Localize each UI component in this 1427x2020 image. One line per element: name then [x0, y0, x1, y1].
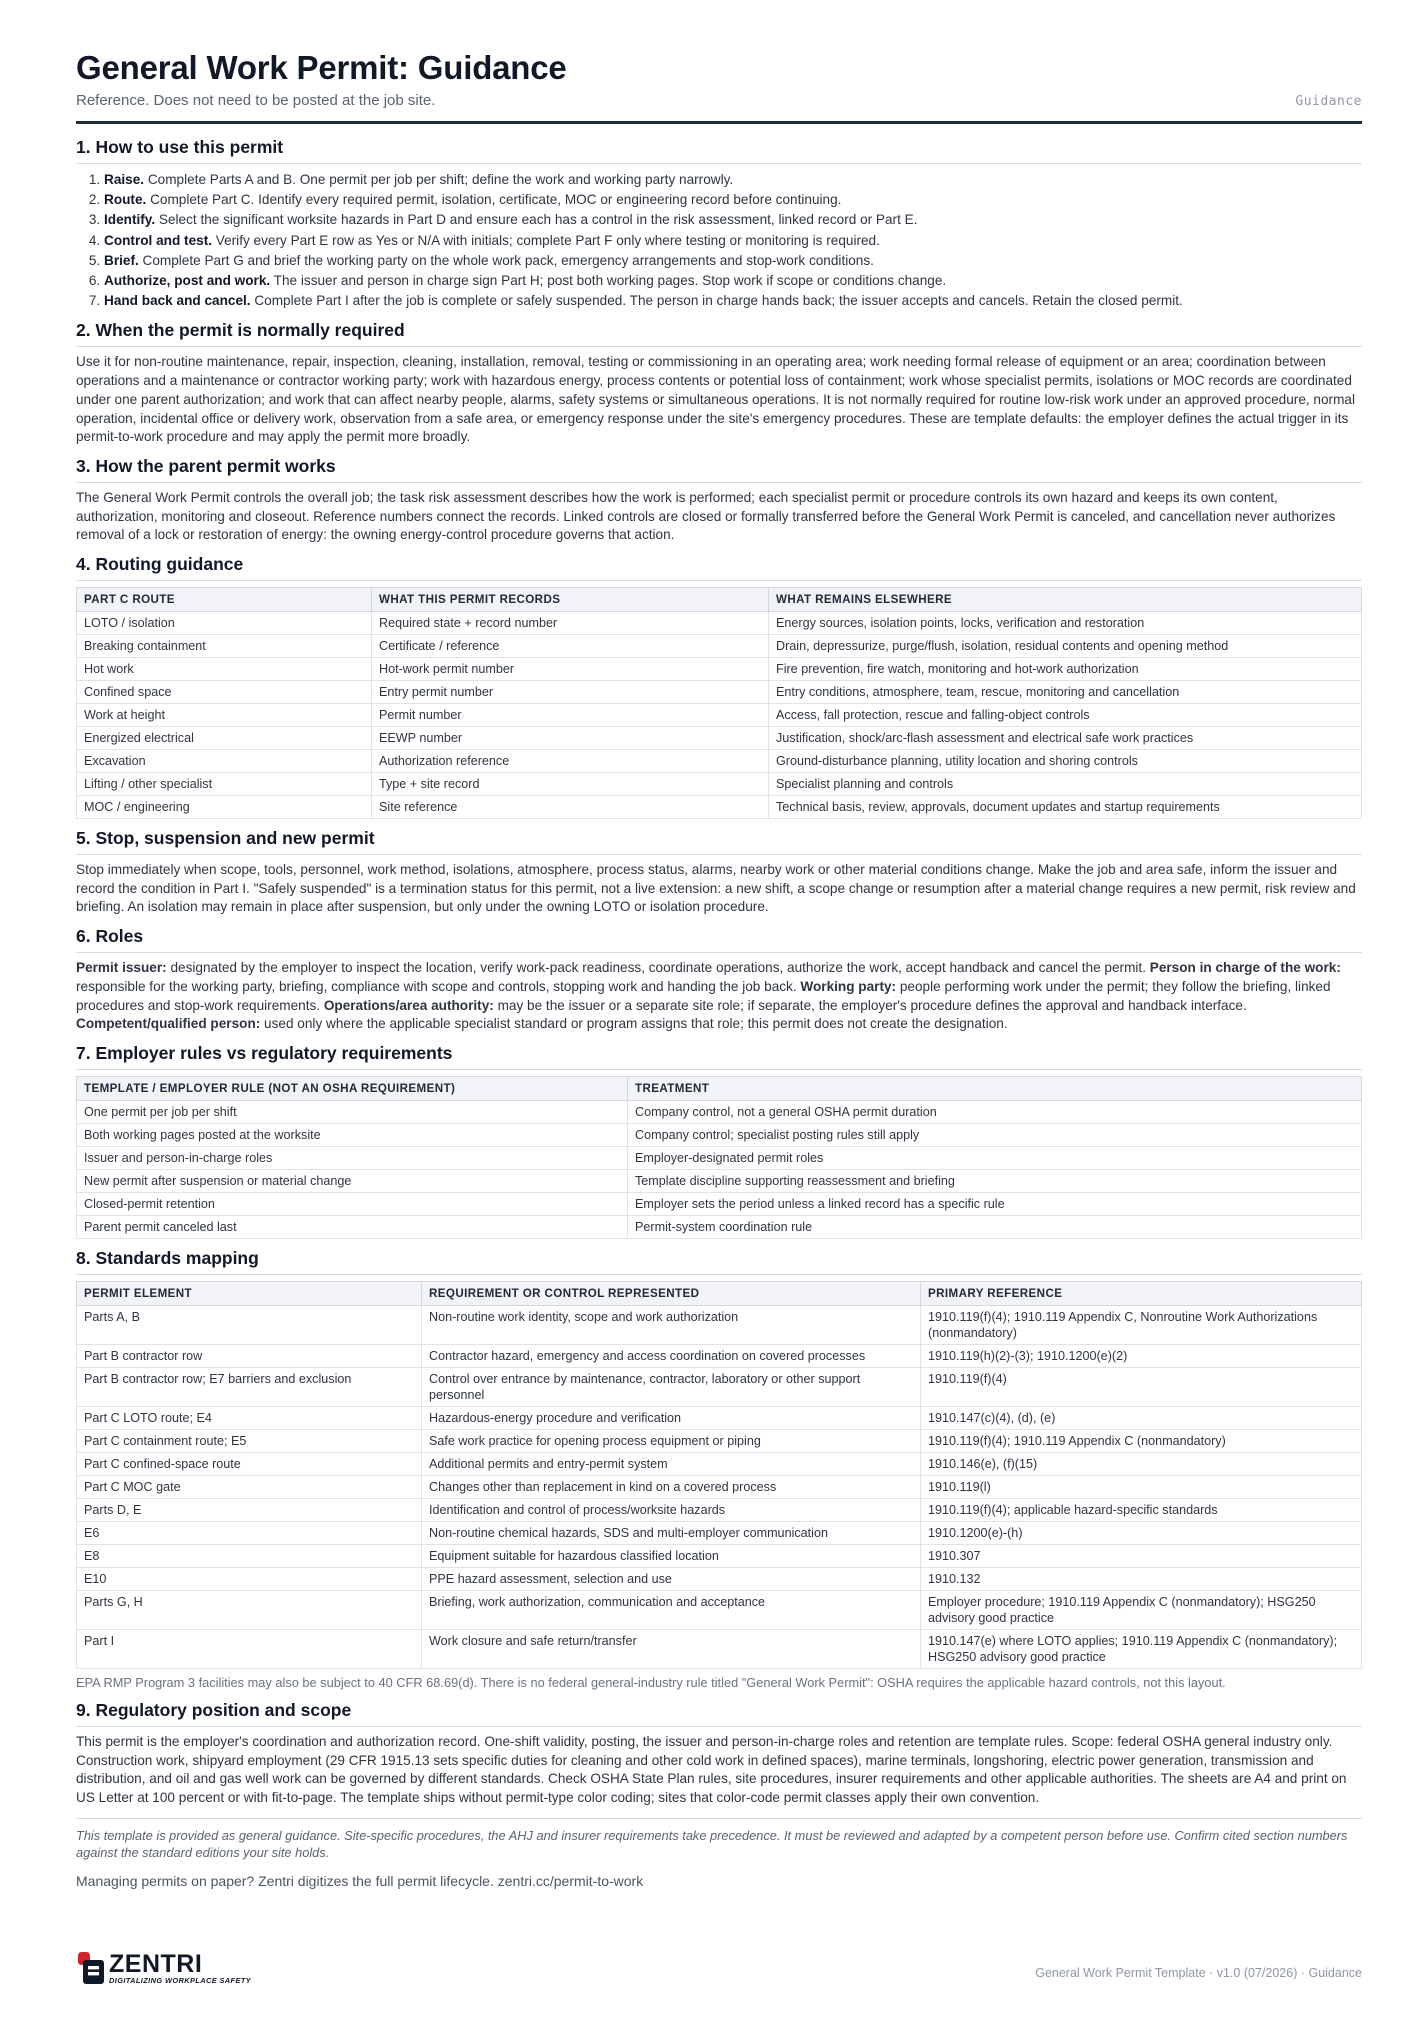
table-cell: Safe work practice for opening process equipment or piping: [422, 1429, 921, 1452]
table-cell: Non-routine work identity, scope and work authorization: [422, 1305, 921, 1344]
standards-note: EPA RMP Program 3 facilities may also be subject to 40 CFR 68.69(d). There is no federal general-industry rule titled "General Work Permit": OSHA requires the applicable hazard controls, not this layout.: [76, 1674, 1226, 1690]
table-row: [77, 658, 1362, 681]
standards-table: [76, 1281, 1362, 1669]
section-heading: 3. How the parent permit works: [76, 455, 1362, 483]
section-heading: 7. Employer rules vs regulatory requirements: [76, 1042, 1362, 1070]
table-cell: Breaking containment: [77, 635, 372, 658]
table-cell: Energy sources, isolation points, locks, verification and restoration: [769, 612, 1362, 635]
table-cell: Specialist planning and controls: [769, 773, 1362, 796]
table-row: [77, 1544, 1362, 1567]
table-row: [77, 1452, 1362, 1475]
table-cell: Control over entrance by maintenance, contractor, laboratory or other support personnel: [422, 1367, 921, 1406]
table-cell: Issuer and person-in-charge roles: [77, 1146, 628, 1169]
table-row: [77, 1169, 1362, 1192]
table-row: [77, 1590, 1362, 1629]
list-item: [104, 170, 1362, 190]
column-header: PRIMARY REFERENCE: [921, 1281, 1362, 1305]
table-cell: Parent permit canceled last: [77, 1215, 628, 1238]
table-row: [77, 1406, 1362, 1429]
table-cell: EEWP number: [372, 727, 769, 750]
table-cell: Permit number: [372, 704, 769, 727]
role-description: designated by the employer to inspect the location, verify work-pack readiness, coordinate operations, authorize the work, accept handback and cancel the permit.: [166, 960, 1150, 976]
table-cell: Entry permit number: [372, 681, 769, 704]
table-cell: Excavation: [77, 750, 372, 773]
step-lead: Route.: [104, 192, 147, 208]
section-routing-guidance: [76, 553, 1362, 819]
list-item: [104, 271, 1362, 291]
table-header-row: [77, 1281, 1362, 1305]
column-header: PERMIT ELEMENT: [77, 1281, 422, 1305]
column-header: TREATMENT: [628, 1076, 1362, 1100]
table-cell: Hot work: [77, 658, 372, 681]
table-cell: Closed-permit retention: [77, 1192, 628, 1215]
table-row: [77, 1123, 1362, 1146]
table-cell: Part B contractor row; E7 barriers and exclusion: [77, 1367, 422, 1406]
table-cell: Site reference: [372, 796, 769, 819]
table-cell: Part C containment route; E5: [77, 1429, 422, 1452]
table-cell: Parts G, H: [77, 1590, 422, 1629]
section-heading: 8. Standards mapping: [76, 1247, 1362, 1275]
table-cell: Contractor hazard, emergency and access coordination on covered processes: [422, 1344, 921, 1367]
table-row: [77, 635, 1362, 658]
list-item: [104, 190, 1362, 210]
table-cell: 1910.119(f)(4); 1910.119 Appendix C (nonmandatory): [921, 1429, 1362, 1452]
section-paragraph: The General Work Permit controls the overall job; the task risk assessment describes how the work is performed; each specialist permit or procedure controls its own hazard and keeps its own content, authorization, monitoring and closeout. Reference numbers connect the records. Linked controls are closed or formally transferred before the General Work Permit is canceled, and cancellation never authorizes removal of a lock or restoration of energy: the owning energy-control procedure governs that action.: [76, 489, 1336, 543]
table-cell: Authorization reference: [372, 750, 769, 773]
section-paragraph: Stop immediately when scope, tools, personnel, work method, isolations, atmosphere, process status, alarms, nearby work or other material conditions change. Make the job and area safe, inform the issuer and record the condition in Part I. "Safely suspended" is a termination status for this permit, not a live extension: a new shift, a scope change or resumption after a material change requires a new permit, risk review and briefing. An isolation may remain in place after suspension, but only under the owning LOTO or isolation procedure.: [76, 862, 1356, 915]
role-description: used only where the applicable specialist standard or program assigns that role; this permit does not create the designation.: [260, 1016, 1008, 1032]
table-header-row: [77, 1076, 1362, 1100]
table-cell: Part C MOC gate: [77, 1475, 422, 1498]
table-cell: PPE hazard assessment, selection and use: [422, 1567, 921, 1590]
role-description: may be the issuer or a separate site role; if separate, the employer's procedure defines the approval and handback interface.: [493, 997, 1247, 1013]
zentri-logo: [76, 1950, 251, 1986]
page-footer: [76, 1950, 1362, 1986]
section-paragraph: Use it for non-routine maintenance, repair, inspection, cleaning, installation, removal, testing or commissioning in an operating area; work needing formal release of equipment or an area; coordination between operations and a maintenance or contractor working party; work with hazardous energy, process contents or potential loss of containment; work whose specialist permits, isolations or MOC records are coordinated under one parent authorization; and work that can affect nearby people, alarms, safety systems or simultaneous operations. It is not normally required for routine low-risk work under an approved procedure, normal operation, incidental office or delivery work, observation from a safe area, or emergency response under the site's emergency procedures. These are template defaults: the employer defines the actual trigger in its permit-to-work procedure and may apply the permit more broadly.: [76, 354, 1355, 445]
table-cell: Template discipline supporting reassessment and briefing: [628, 1169, 1362, 1192]
role-name: Permit issuer:: [76, 960, 167, 976]
subtitle-row: [76, 92, 1362, 109]
section-heading: 4. Routing guidance: [76, 553, 1362, 581]
table-cell: Energized electrical: [77, 727, 372, 750]
table-row: [77, 1215, 1362, 1238]
section-heading: 2. When the permit is normally required: [76, 319, 1362, 347]
role-description: people performing work under the permit; they follow the briefing, linked procedures and stop-work requirements.: [76, 978, 1331, 1013]
table-row: [77, 1429, 1362, 1452]
list-item: [104, 210, 1362, 230]
steps-list: [76, 170, 1362, 311]
step-text: Complete Part G and brief the working party on the whole work pack, emergency arrangements and stop-work conditions.: [138, 252, 874, 268]
document-type-tag: Guidance: [1295, 94, 1362, 109]
step-text: Verify every Part E row as Yes or N/A with initials; complete Part F only where testing or monitoring is required.: [212, 232, 880, 248]
section-heading: 6. Roles: [76, 925, 1362, 953]
table-cell: E10: [77, 1567, 422, 1590]
table-cell: 1910.119(l): [921, 1475, 1362, 1498]
logo-tagline: DIGITALIZING WORKPLACE SAFETY: [109, 1975, 252, 1985]
column-header: PART C ROUTE: [77, 588, 372, 612]
table-cell: Parts A, B: [77, 1305, 422, 1344]
page-title: General Work Permit: Guidance: [76, 49, 567, 86]
section-heading: 5. Stop, suspension and new permit: [76, 827, 1362, 855]
table-row: [77, 750, 1362, 773]
section-paragraph: This permit is the employer's coordination and authorization record. One-shift validity, posting, the issuer and person-in-charge roles and retention are template rules. Scope: federal OSHA general industry only. Construction work, shipyard employment (29 CFR 1915.13 sets specific duties for cleaning and other cold work in defined spaces), marine terminals, longshoring, electric power generation, transmission and distribution, and oil and gas well work can be governed by different standards. Check OSHA State Plan rules, site procedures, insurer requirements and other applicable authorities. The sheets are A4 and print on US Letter at 100 percent or with fit-to-page. The template ships without permit-type color coding; sites that color-code permit classes apply their own convention.: [76, 1733, 1347, 1806]
table-cell: New permit after suspension or material change: [77, 1169, 628, 1192]
table-row: [77, 796, 1362, 819]
table-cell: Confined space: [77, 681, 372, 704]
table-cell: 1910.307: [921, 1544, 1362, 1567]
table-row: [77, 704, 1362, 727]
table-cell: One permit per job per shift: [77, 1100, 628, 1123]
table-cell: Lifting / other specialist: [77, 773, 372, 796]
step-text: The issuer and person in charge sign Part H; post both working pages. Stop work if scope or conditions change.: [270, 273, 947, 289]
table-cell: Hot-work permit number: [372, 658, 769, 681]
table-cell: Type + site record: [372, 773, 769, 796]
table-cell: Certificate / reference: [372, 635, 769, 658]
role-name: Working party:: [800, 978, 897, 994]
table-cell: Employer procedure; 1910.119 Appendix C (nonmandatory); HSG250 advisory good practice: [921, 1590, 1362, 1629]
table-cell: LOTO / isolation: [77, 612, 372, 635]
table-cell: 1910.146(e), (f)(15): [921, 1452, 1362, 1475]
table-cell: MOC / engineering: [77, 796, 372, 819]
table-cell: Justification, shock/arc-flash assessment and electrical safe work practices: [769, 727, 1362, 750]
section-employer-rules: [76, 1042, 1362, 1239]
table-cell: Briefing, work authorization, communication and acceptance: [422, 1590, 921, 1629]
zentri-logo-icon: [76, 1950, 106, 1986]
table-cell: Employer sets the period unless a linked record has a specific rule: [628, 1192, 1362, 1215]
table-cell: Ground-disturbance planning, utility location and shoring controls: [769, 750, 1362, 773]
table-cell: Hazardous-energy procedure and verification: [422, 1406, 921, 1429]
table-row: [77, 1305, 1362, 1344]
section-regulatory-position: [76, 1699, 1362, 1808]
table-cell: Additional permits and entry-permit system: [422, 1452, 921, 1475]
table-cell: Part B contractor row: [77, 1344, 422, 1367]
table-cell: 1910.147(e) where LOTO applies; 1910.119 Appendix C (nonmandatory); HSG250 advisory good practice: [921, 1629, 1362, 1668]
table-cell: Parts D, E: [77, 1498, 422, 1521]
role-description: responsible for the working party, briefing, compliance with scope and controls, stopping work and handing the job back.: [76, 978, 801, 994]
table-cell: Access, fall protection, rescue and falling-object controls: [769, 704, 1362, 727]
section-how-to-use: [76, 136, 1362, 311]
table-cell: Permit-system coordination rule: [628, 1215, 1362, 1238]
table-cell: Part C LOTO route; E4: [77, 1406, 422, 1429]
table-cell: 1910.147(c)(4), (d), (e): [921, 1406, 1362, 1429]
logo-name: ZENTRI: [109, 1949, 203, 1978]
table-cell: Both working pages posted at the worksite: [77, 1123, 628, 1146]
table-row: [77, 612, 1362, 635]
table-row: [77, 1192, 1362, 1215]
step-text: Complete Part I after the job is complete or safely suspended. The person in charge hands back; the issuer accepts and cancels. Retain the closed permit.: [250, 293, 1183, 309]
step-lead: Authorize, post and work.: [104, 273, 271, 289]
header-rule: [76, 121, 1362, 124]
table-header-row: [77, 588, 1362, 612]
section-when-required: [76, 319, 1362, 447]
table-cell: Work at height: [77, 704, 372, 727]
step-lead: Hand back and cancel.: [104, 293, 251, 309]
table-cell: Identification and control of process/worksite hazards: [422, 1498, 921, 1521]
table-cell: Required state + record number: [372, 612, 769, 635]
step-lead: Identify.: [104, 212, 156, 228]
role-name: Operations/area authority:: [323, 997, 494, 1013]
guidance-page: [76, 46, 1362, 1889]
table-cell: 1910.119(f)(4); 1910.119 Appendix C, Nonroutine Work Authorizations (nonmandatory): [921, 1305, 1362, 1344]
table-row: [77, 727, 1362, 750]
table-cell: 1910.119(f)(4): [921, 1367, 1362, 1406]
column-header: WHAT THIS PERMIT RECORDS: [372, 588, 769, 612]
table-cell: 1910.1200(e)-(h): [921, 1521, 1362, 1544]
step-lead: Control and test.: [104, 232, 212, 248]
table-row: [77, 1146, 1362, 1169]
table-cell: E8: [77, 1544, 422, 1567]
step-text: Select the significant worksite hazards in Part D and ensure each has a control in the risk assessment, linked record or Part E.: [155, 212, 918, 228]
routing-table: [76, 587, 1362, 819]
table-cell: Equipment suitable for hazardous classified location: [422, 1544, 921, 1567]
step-text: Complete Part C. Identify every required permit, isolation, certificate, MOC or engineering record before continuing.: [146, 192, 842, 208]
column-header: TEMPLATE / EMPLOYER RULE (NOT AN OSHA REQUIREMENT): [77, 1076, 628, 1100]
table-cell: Part C confined-space route: [77, 1452, 422, 1475]
table-row: [77, 773, 1362, 796]
section-roles: [76, 925, 1362, 1034]
logo-text: [109, 1949, 252, 1985]
table-cell: Part I: [77, 1629, 422, 1668]
disclaimer-text: This template is provided as general guidance. Site-specific procedures, the AHJ and insurer requirements take precedence. It must be reviewed and adapted by a competent person before use. Confirm cited section numbers against the standard editions your site holds.: [76, 1818, 1362, 1861]
table-row: [77, 1100, 1362, 1123]
table-cell: 1910.132: [921, 1567, 1362, 1590]
column-header: WHAT REMAINS ELSEWHERE: [769, 588, 1362, 612]
table-cell: Work closure and safe return/transfer: [422, 1629, 921, 1668]
column-header: REQUIREMENT OR CONTROL REPRESENTED: [422, 1281, 921, 1305]
table-row: [77, 1344, 1362, 1367]
table-cell: Non-routine chemical hazards, SDS and multi-employer communication: [422, 1521, 921, 1544]
table-row: [77, 1475, 1362, 1498]
promo-text: Managing permits on paper? Zentri digitizes the full permit lifecycle. zentri.cc/permit-to-work: [76, 1872, 644, 1889]
table-cell: Employer-designated permit roles: [628, 1146, 1362, 1169]
table-row: [77, 1498, 1362, 1521]
table-cell: Fire prevention, fire watch, monitoring and hot-work authorization: [769, 658, 1362, 681]
section-standards-mapping: [76, 1247, 1362, 1691]
role-name: Person in charge of the work:: [1149, 960, 1341, 976]
list-item: [104, 291, 1362, 311]
footer-meta: General Work Permit Template · v1.0 (07/2026) · Guidance: [1035, 1966, 1362, 1980]
table-cell: Technical basis, review, approvals, document updates and startup requirements: [769, 796, 1362, 819]
table-cell: Entry conditions, atmosphere, team, rescue, monitoring and cancellation: [769, 681, 1362, 704]
roles-paragraph: [76, 959, 1362, 1034]
list-item: [104, 251, 1362, 271]
table-cell: E6: [77, 1521, 422, 1544]
employer-rules-table: [76, 1076, 1362, 1239]
table-cell: 1910.119(f)(4); applicable hazard-specific standards: [921, 1498, 1362, 1521]
table-row: [77, 1521, 1362, 1544]
section-parent-permit: [76, 455, 1362, 545]
section-heading: 1. How to use this permit: [76, 136, 1362, 164]
table-cell: Changes other than replacement in kind on a covered process: [422, 1475, 921, 1498]
step-lead: Brief.: [104, 252, 139, 268]
role-name: Competent/qualified person:: [76, 1016, 261, 1032]
list-item: [104, 231, 1362, 251]
table-cell: Company control; specialist posting rules still apply: [628, 1123, 1362, 1146]
table-cell: Company control, not a general OSHA permit duration: [628, 1100, 1362, 1123]
step-lead: Raise.: [104, 172, 145, 187]
table-row: [77, 681, 1362, 704]
table-cell: Drain, depressurize, purge/flush, isolation, residual contents and opening method: [769, 635, 1362, 658]
table-row: [77, 1367, 1362, 1406]
table-row: [77, 1567, 1362, 1590]
section-heading: 9. Regulatory position and scope: [76, 1699, 1362, 1727]
step-text: Complete Parts A and B. One permit per job per shift; define the work and working party narrowly.: [144, 172, 734, 187]
table-row: [77, 1629, 1362, 1668]
table-cell: 1910.119(h)(2)-(3); 1910.1200(e)(2): [921, 1344, 1362, 1367]
page-subtitle: Reference. Does not need to be posted at the job site.: [76, 92, 436, 109]
section-stop-suspension: [76, 827, 1362, 917]
